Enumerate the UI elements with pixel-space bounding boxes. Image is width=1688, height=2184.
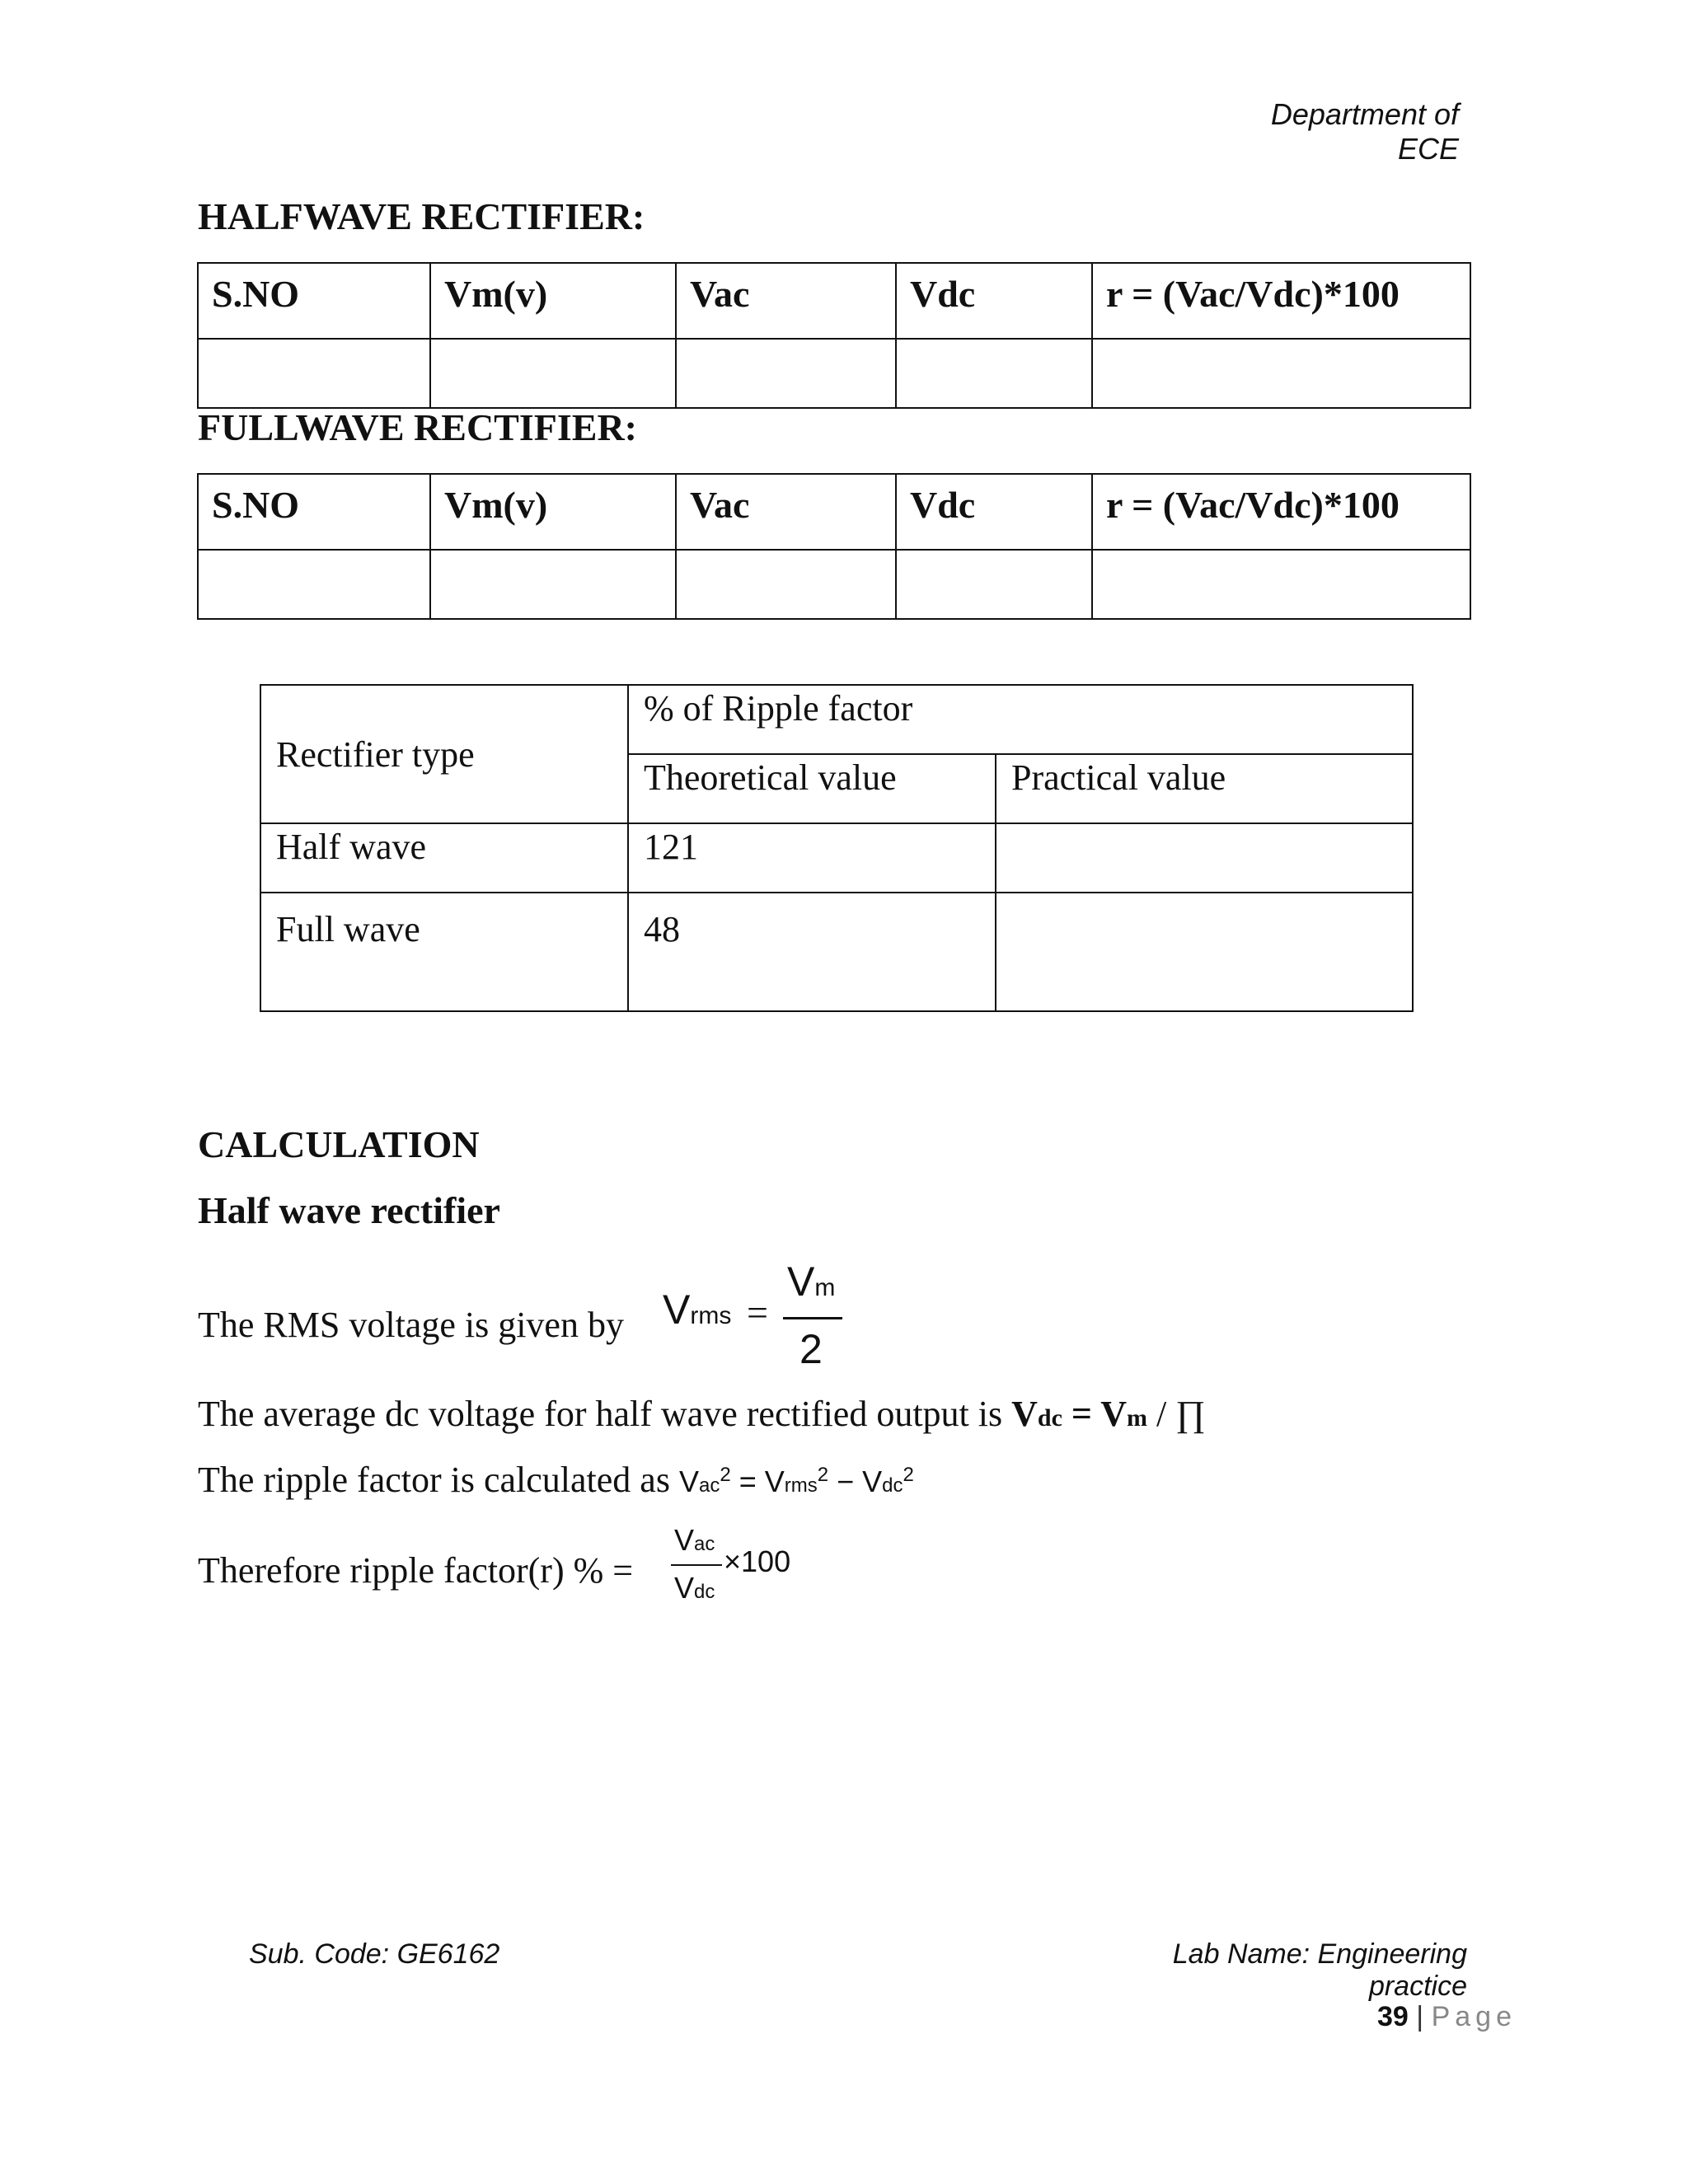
calculation-title: CALCULATION [198,1123,480,1165]
calculation-subtitle: Half wave rectifier [198,1189,500,1231]
therefore-ripple-factor-text: Therefore ripple factor(r) % = [198,1550,634,1591]
fullwave-table [197,473,1471,620]
practical-value-cell [996,893,1413,1011]
column-header-sno: S.NO [198,263,430,339]
table-header-row [198,263,1470,339]
halfwave-table [197,262,1471,409]
halfwave-title: HALFWAVE RECTIFIER: [198,195,645,237]
theoretical-value-cell: 121 [628,823,996,893]
lab-name: Lab Name: Engineering practice [1172,1938,1467,2002]
rms-voltage-text: The RMS voltage is given by [198,1305,624,1345]
rectifier-type-cell: Full wave [260,893,628,1011]
table-cell [676,339,896,408]
table-cell [676,550,896,619]
column-header-vm: Vm(v) [430,474,676,550]
theoretical-value-header: Theoretical value [628,754,996,823]
rms-fraction-bar [783,1317,842,1319]
ripple-factor-table [260,684,1414,1012]
table-cell [896,339,1092,408]
department-header: Department of ECE [1270,97,1459,166]
rectifier-type-cell: Half wave [260,823,628,893]
table-cell [198,550,430,619]
table-row [260,823,1413,893]
ripple-factor-line: The ripple factor is calculated as Vac$^2$ = Vrms$^2$ − Vdc$^2$ [198,1460,914,1500]
rectifier-type-header: Rectifier type [260,685,628,823]
table-header-row [198,474,1470,550]
column-header-vm: Vm(v) [430,263,676,339]
practical-value-header: Practical value [996,754,1413,823]
column-header-sno: S.NO [198,474,430,550]
table-cell [1092,550,1470,619]
table-cell [1092,339,1470,408]
column-header-ripple: r = (Vac/Vdc)*100 [1092,263,1470,339]
therefore-fraction-bar [671,1564,722,1566]
column-header-vac: Vac [676,474,896,550]
column-header-vac: Vac [676,263,896,339]
vrms-symbol: Vrms [663,1286,732,1333]
table-cell [896,550,1092,619]
table-row [198,339,1470,408]
average-dc-voltage-line: The average dc voltage for half wave rectified output is Vdc = Vm / ∏ [198,1394,1206,1434]
practical-value-cell [996,823,1413,893]
table-cell [198,339,430,408]
column-header-vdc: Vdc [896,263,1092,339]
table-cell [430,339,676,408]
table-cell [430,550,676,619]
column-header-vdc: Vdc [896,474,1092,550]
column-header-ripple: r = (Vac/Vdc)*100 [1092,474,1470,550]
rms-denominator: 2 [799,1326,823,1372]
table-row [260,893,1413,1011]
rms-equals-sign: = [747,1291,768,1333]
fullwave-title: FULLWAVE RECTIFIER: [198,406,637,448]
therefore-denominator: Vdc [674,1571,715,1605]
theoretical-value-cell: 48 [628,893,996,1011]
therefore-numerator: Vac [674,1523,715,1557]
times-hundred: ×100 [724,1544,791,1578]
table-header-row [260,685,1413,754]
page-number: 39 | Page [1377,2001,1517,2032]
table-row [198,550,1470,619]
rms-numerator: Vm [787,1258,836,1305]
ripple-equation: Vac$^2$ = Vrms$^2$ − Vdc$^2$ [678,1464,914,1498]
ripple-factor-header: % of Ripple factor [628,685,1413,754]
subject-code: Sub. Code: GE6162 [249,1938,500,1970]
